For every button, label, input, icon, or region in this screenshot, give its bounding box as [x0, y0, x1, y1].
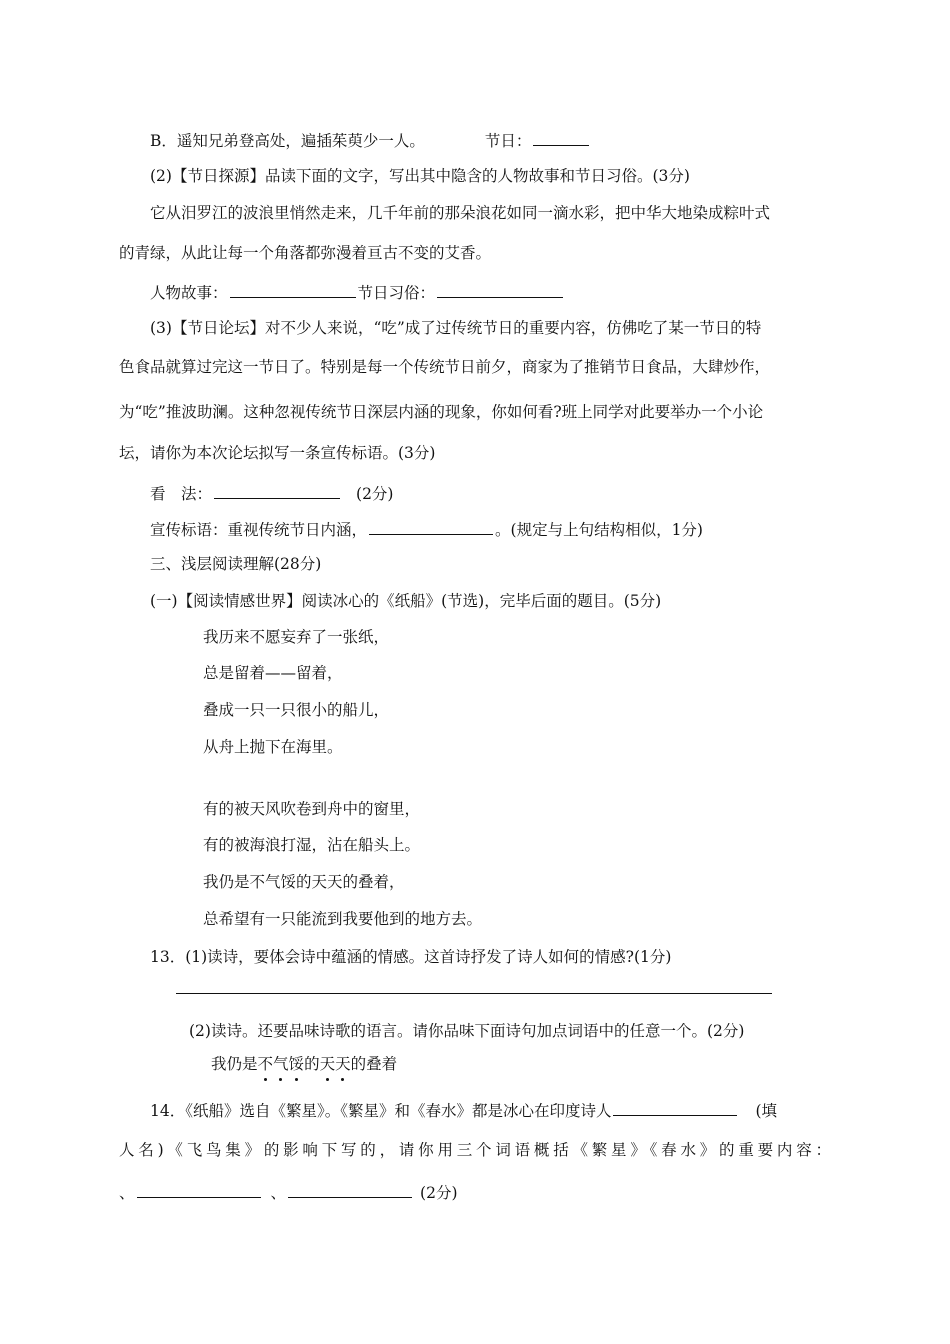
answer-line-13-1[interactable]: [176, 993, 772, 994]
passage-line-1: 它从汨罗江的波浪里悄然走来，几千年前的那朵浪花如同一滴水彩，把中华大地染成粽叶式: [150, 204, 771, 222]
question-2: (2)【节日探源】品读下面的文字，写出其中隐含的人物故事和节日习俗。(3分): [150, 167, 690, 185]
holiday-label: 节日：: [484, 132, 532, 150]
question-14-fill-hint: (填: [755, 1102, 778, 1120]
poem-line: 我仍是不气馁的天天的叠着，: [203, 873, 405, 891]
holiday-blank[interactable]: [533, 129, 589, 146]
content-blank-2[interactable]: [288, 1181, 412, 1198]
question-13-2: (2)读诗。还要品味诗歌的语言。请你品味下面诗句加点词语中的任意一个。(2分): [189, 1022, 745, 1040]
slogan-line: [150, 518, 703, 540]
poem-line: 有的被天风吹卷到舟中的窗里，: [203, 800, 421, 818]
dotted-char: 不: [257, 1055, 274, 1073]
story-label: 人物故事：: [150, 284, 228, 302]
part-1-heading: (一)【阅读情感世界】阅读冰心的《纸船》(节选)，完毕后面的题目。(5分): [150, 592, 662, 610]
question-14-line-2: 人名)《飞鸟集》的影响下写的，请你用三个词语概括《繁星》《春水》的重要内容：: [119, 1141, 831, 1159]
question-3-line-2: 色食品就算过完这一节日了。特别是每一个传统节日前夕，商家为了推销节日食品，大肆炒作，: [119, 358, 771, 376]
separator: 、: [119, 1184, 135, 1202]
poet-blank[interactable]: [613, 1099, 737, 1116]
question-3-line-3: 为“吃”推波助澜。这种忽视传统节日深层内涵的现象，你如何看?班上同学对此要举办一个小论: [119, 403, 764, 421]
slogan-label: 宣传标语：重视传统节日内涵，: [150, 521, 368, 539]
dotted-char: 天: [319, 1055, 336, 1073]
question-14-line-3: [119, 1181, 458, 1203]
slogan-note: 。(规定与上句结构相似，1分): [495, 521, 703, 539]
view-line: [150, 482, 393, 504]
quote-suffix: 的叠着: [350, 1055, 398, 1073]
poem-line: 叠成一只一只很小的船儿，: [203, 701, 390, 719]
section-3-heading: 三、浅层阅读理解(28分): [150, 555, 322, 573]
passage-line-2: 的青绿，从此让每一个角落都弥漫着亘古不变的艾香。: [119, 244, 492, 262]
quote-prefix: 我仍是: [211, 1055, 258, 1073]
dotted-char: 天: [335, 1055, 351, 1073]
dotted-char: 馁: [288, 1055, 305, 1073]
poem-line: 我历来不愿妄弃了一张纸，: [203, 628, 390, 646]
dotted-char: 气: [273, 1055, 289, 1073]
poem-line: 总希望有一只能流到我要他到的地方去。: [203, 910, 483, 928]
question-3-line-1: (3)【节日论坛】对不少人来说，“吃”成了过传统节日的重要内容，仿佛吃了某一节日的特: [150, 319, 762, 337]
question-3-line-4: 坛，请你为本次论坛拟写一条宣传标语。(3分): [119, 444, 436, 462]
custom-blank[interactable]: [437, 281, 563, 298]
quoted-verse: [211, 1054, 397, 1074]
view-blank[interactable]: [214, 482, 340, 499]
poem-line: 总是留着——留着，: [203, 664, 343, 682]
poem-line: 从舟上抛下在海里。: [203, 738, 343, 756]
view-label: 看 法：: [150, 485, 213, 503]
slogan-blank[interactable]: [369, 518, 493, 535]
custom-label: 节日习俗：: [357, 284, 436, 302]
separator: 、: [270, 1184, 287, 1202]
question-14-text: 14．《纸船》选自《繁星》。《繁星》和《春水》都是冰心在印度诗人: [150, 1102, 612, 1120]
poem-line: 有的被海浪打湿，沾在船头上。: [203, 836, 421, 854]
content-blank-1[interactable]: [137, 1181, 261, 1198]
story-custom-line: [150, 281, 565, 303]
question-13-1: 13．(1)读诗，要体会诗中蕴涵的情感。这首诗抒发了诗人如何的情感?(1分): [150, 948, 672, 966]
question-14-points: (2分): [420, 1184, 458, 1202]
poem-line-b: [150, 129, 591, 151]
quote-middle: 的: [304, 1055, 320, 1073]
question-14-line-1: [150, 1099, 777, 1121]
story-blank[interactable]: [230, 281, 356, 298]
view-points: (2分): [356, 485, 394, 503]
poem-line-b-text: B．遥知兄弟登高处，遍插茱萸少一人。: [150, 132, 425, 150]
